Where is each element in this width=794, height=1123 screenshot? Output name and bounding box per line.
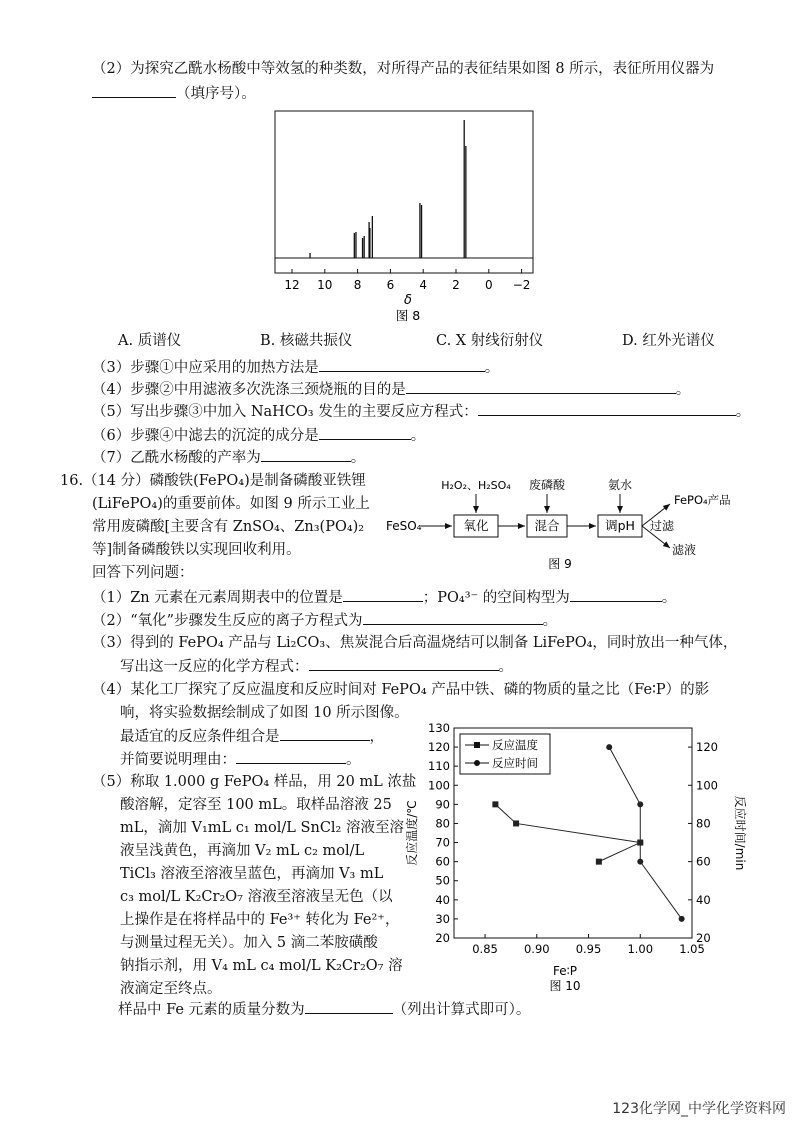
q16-part1: （1）Zn 元素在元素周期表中的位置是 ；PO₄³⁻ 的空间构型为 。 bbox=[92, 586, 676, 609]
data-point-circle bbox=[679, 916, 685, 922]
y-left-tick-label: 40 bbox=[435, 892, 450, 907]
q16-part2: （2）“氧化”步骤发生反应的离子方程式为 。 bbox=[92, 609, 557, 632]
x-tick-label: 1.05 bbox=[679, 942, 705, 956]
answer-blank[interactable] bbox=[319, 424, 411, 440]
q16-part5-line: mL，滴加 V₁mL c₁ mol/L SnCl₂ 溶液至溶 bbox=[120, 820, 404, 836]
y-left-tick-label: 110 bbox=[428, 759, 450, 774]
q16-part4-line2: 响，将实验数据绘制成了如图 10 所示图像。 bbox=[120, 705, 409, 721]
option-b[interactable]: B. 核磁共振仪 bbox=[260, 333, 353, 349]
step-ph: 调pH bbox=[605, 518, 635, 533]
spectrum-peaks bbox=[310, 120, 466, 258]
q16-intro-2: (LiFePO₄)的重要前体。如图 9 所示工业上 bbox=[92, 496, 370, 512]
x-tick-label: 0.90 bbox=[523, 942, 550, 956]
q15-part6: （6）步骤④中滤去的沉淀的成分是 。 bbox=[92, 424, 425, 447]
y-right-tick-label: 80 bbox=[696, 816, 711, 831]
series-line-0 bbox=[495, 804, 640, 861]
data-point-circle bbox=[637, 840, 643, 846]
x-tick-label: 6 bbox=[386, 278, 395, 292]
data-point-square bbox=[513, 820, 519, 826]
figure-8-nmr-spectrum bbox=[262, 108, 542, 328]
answer-blank[interactable] bbox=[570, 586, 662, 602]
q16-part4-line1: （4）某化工厂探究了反应温度和反应时间对 FePO₄ 产品中铁、磷的物质的量之比（Fe∶P）的影 bbox=[92, 682, 710, 698]
q16-intro-3: 常用废磷酸[主要含有 ZnSO₄、Zn₃(PO₄)₂ bbox=[92, 519, 365, 535]
answer-blank[interactable] bbox=[261, 446, 351, 462]
y-right-tick-label: 120 bbox=[696, 740, 718, 755]
x-tick-label: 4 bbox=[419, 278, 428, 292]
q16-part4-line4: 并简要说明理由： 。 bbox=[120, 748, 361, 771]
answer-blank[interactable] bbox=[236, 748, 346, 764]
output-product: FePO₄产品 bbox=[674, 493, 731, 507]
data-point-circle bbox=[637, 801, 643, 807]
y-left-tick-label: 60 bbox=[435, 854, 450, 869]
x-tick-label: 8 bbox=[353, 278, 362, 292]
q16-part5-line: 酸溶解，定容至 100 mL。取样品溶液 25 bbox=[120, 797, 392, 813]
options-row bbox=[118, 330, 758, 352]
branch-label: 过滤 bbox=[650, 519, 675, 533]
fig8-axis-symbol: δ bbox=[404, 293, 412, 308]
fig9-caption: 图 9 bbox=[548, 557, 572, 571]
q16-part3-line1: （3）得到的 FePO₄ 产品与 Li₂CO₃、焦炭混合后高温烧结可以制备 LiFePO₄，同时放出一种气体， bbox=[92, 635, 738, 651]
data-point-circle bbox=[637, 859, 643, 865]
answer-blank[interactable] bbox=[92, 82, 176, 98]
q16-part3-line2: 写出这一反应的化学方程式： 。 bbox=[120, 655, 513, 678]
q16-part5-line: c₃ mol/L K₂Cr₂O₇ 溶液至溶液呈无色（以 bbox=[120, 889, 393, 905]
y-right-tick-label: 100 bbox=[696, 778, 718, 793]
spectrum-frame bbox=[275, 111, 533, 273]
q16-part5-line: TiCl₃ 溶液至溶液呈蓝色，再滴加 V₃ mL bbox=[120, 866, 384, 882]
x-tick-label: 2 bbox=[452, 278, 460, 292]
legend bbox=[460, 734, 550, 774]
q16-part5-line: 钠指示剂，用 V₄ mL c₄ mol/L K₂Cr₂O₇ 溶 bbox=[120, 958, 403, 974]
series-line-1 bbox=[609, 747, 681, 919]
figure-9-flowchart bbox=[384, 472, 744, 572]
option-c[interactable]: C. X 射线衍射仪 bbox=[436, 333, 544, 349]
x-tick-label: 0 bbox=[484, 278, 493, 292]
q16-part5-line: （5）称取 1.000 g FePO₄ 样品，用 20 mL 浓盐 bbox=[92, 774, 417, 790]
fig8-caption: 图 8 bbox=[395, 308, 421, 323]
q16-part5-line: 与测量过程无关）。加入 5 滴二苯胺磺酸 bbox=[120, 935, 378, 951]
q15-part7: （7）乙酰水杨酸的产率为 。 bbox=[92, 446, 365, 469]
legend-label-temp: 反应温度 bbox=[492, 738, 538, 752]
x-tick-label: 12 bbox=[284, 278, 300, 292]
data-point-circle bbox=[606, 744, 612, 750]
y-axis-left-title: 反应温度/℃ bbox=[405, 800, 419, 866]
answer-blank[interactable] bbox=[319, 356, 485, 372]
answer-blank[interactable] bbox=[305, 998, 393, 1014]
legend-marker-circle bbox=[474, 760, 480, 766]
y-left-tick-label: 130 bbox=[428, 721, 450, 735]
y-left-tick-label: 100 bbox=[428, 778, 450, 793]
figure-10-chart bbox=[394, 716, 764, 996]
y-left-tick-label: 50 bbox=[435, 873, 450, 888]
answer-blank[interactable] bbox=[478, 400, 736, 416]
input-oxidize: H₂O₂、H₂SO₄ bbox=[441, 479, 511, 492]
feed-label: FeSO₄ bbox=[386, 519, 422, 533]
y-right-tick-label: 20 bbox=[696, 931, 711, 945]
answer-blank[interactable] bbox=[280, 725, 370, 741]
x-tick-label: 0.95 bbox=[575, 942, 602, 956]
legend-marker-square bbox=[474, 742, 480, 748]
answer-blank[interactable] bbox=[309, 655, 499, 671]
y-axis-right-title: 反应时间/min bbox=[733, 795, 747, 871]
q15-part4: （4）步骤②中用滤液多次洗涤三颈烧瓶的目的是 。 bbox=[92, 378, 690, 401]
q16-final: 样品中 Fe 元素的质量分数为 （列出计算式即可）。 bbox=[118, 998, 530, 1021]
option-d[interactable]: D. 红外光谱仪 bbox=[622, 333, 715, 349]
y-right-tick-label: 40 bbox=[696, 892, 711, 907]
step-oxidize: 氧化 bbox=[463, 518, 489, 533]
q16-intro-4: 等]制备磷酸铁以实现回收利用。 bbox=[92, 542, 301, 558]
y-left-tick-label: 90 bbox=[435, 797, 450, 812]
y-left-tick-label: 30 bbox=[435, 911, 450, 926]
x-tick-label: −2 bbox=[512, 278, 531, 292]
x-tick-label: 1.00 bbox=[627, 942, 654, 956]
q15-part2-tail: （填序号）。 bbox=[176, 86, 256, 102]
data-point-square bbox=[596, 859, 602, 865]
q15-part3: （3）步骤①中应采用的加热方法是 。 bbox=[92, 356, 499, 379]
answer-blank[interactable] bbox=[406, 378, 676, 394]
q15-part2-text: （2）为探究乙酰水杨酸中等效氢的种类数，对所得产品的表征结果如图 8 所示，表征所用仪器为 bbox=[92, 61, 715, 77]
input-ph: 氨水 bbox=[607, 478, 633, 492]
y-right-tick-label: 60 bbox=[696, 854, 711, 869]
option-a[interactable]: A. 质谱仪 bbox=[118, 333, 182, 349]
q16-part5-line: 液呈浅黄色，再滴加 V₂ mL c₂ mol/L bbox=[120, 843, 365, 859]
q15-part5: （5）写出步骤③中加入 NaHCO₃ 发生的主要反应方程式： 。 bbox=[92, 400, 750, 423]
x-tick-label: 0.85 bbox=[472, 942, 498, 956]
x-tick-label: 10 bbox=[317, 278, 333, 292]
data-point-square bbox=[492, 801, 498, 807]
q16-intro-1: 16.（14 分）磷酸铁(FePO₄)是制备磷酸亚铁锂 bbox=[60, 473, 366, 489]
answer-blank[interactable] bbox=[343, 586, 423, 602]
y-left-tick-label: 20 bbox=[435, 931, 450, 945]
x-axis-title: Fe∶P bbox=[553, 964, 577, 978]
q16-answer-prompt: 回答下列问题： bbox=[92, 565, 194, 581]
output-filtrate: 滤液 bbox=[672, 543, 697, 557]
step-mix: 混合 bbox=[534, 518, 560, 533]
answer-blank[interactable] bbox=[363, 609, 543, 625]
y-left-tick-label: 120 bbox=[428, 740, 450, 755]
q15-part2-line2 bbox=[92, 82, 256, 105]
q16-part5-line: 液滴定至终点。 bbox=[120, 981, 222, 997]
y-left-tick-label: 70 bbox=[435, 835, 450, 850]
q16-part4-line3: 最适宜的反应条件组合是 ， bbox=[120, 725, 384, 748]
legend-label-time: 反应时间 bbox=[492, 756, 538, 770]
spectrum-x-ticks bbox=[284, 269, 530, 292]
q16-part5-line: 上操作是在将样品中的 Fe³⁺ 转化为 Fe²⁺， bbox=[120, 912, 400, 928]
input-mix: 废磷酸 bbox=[528, 478, 566, 492]
fig10-caption: 图 10 bbox=[549, 979, 581, 993]
y-left-tick-label: 80 bbox=[435, 816, 450, 831]
watermark: 123化学网_中学化学资料网 bbox=[612, 1101, 786, 1117]
